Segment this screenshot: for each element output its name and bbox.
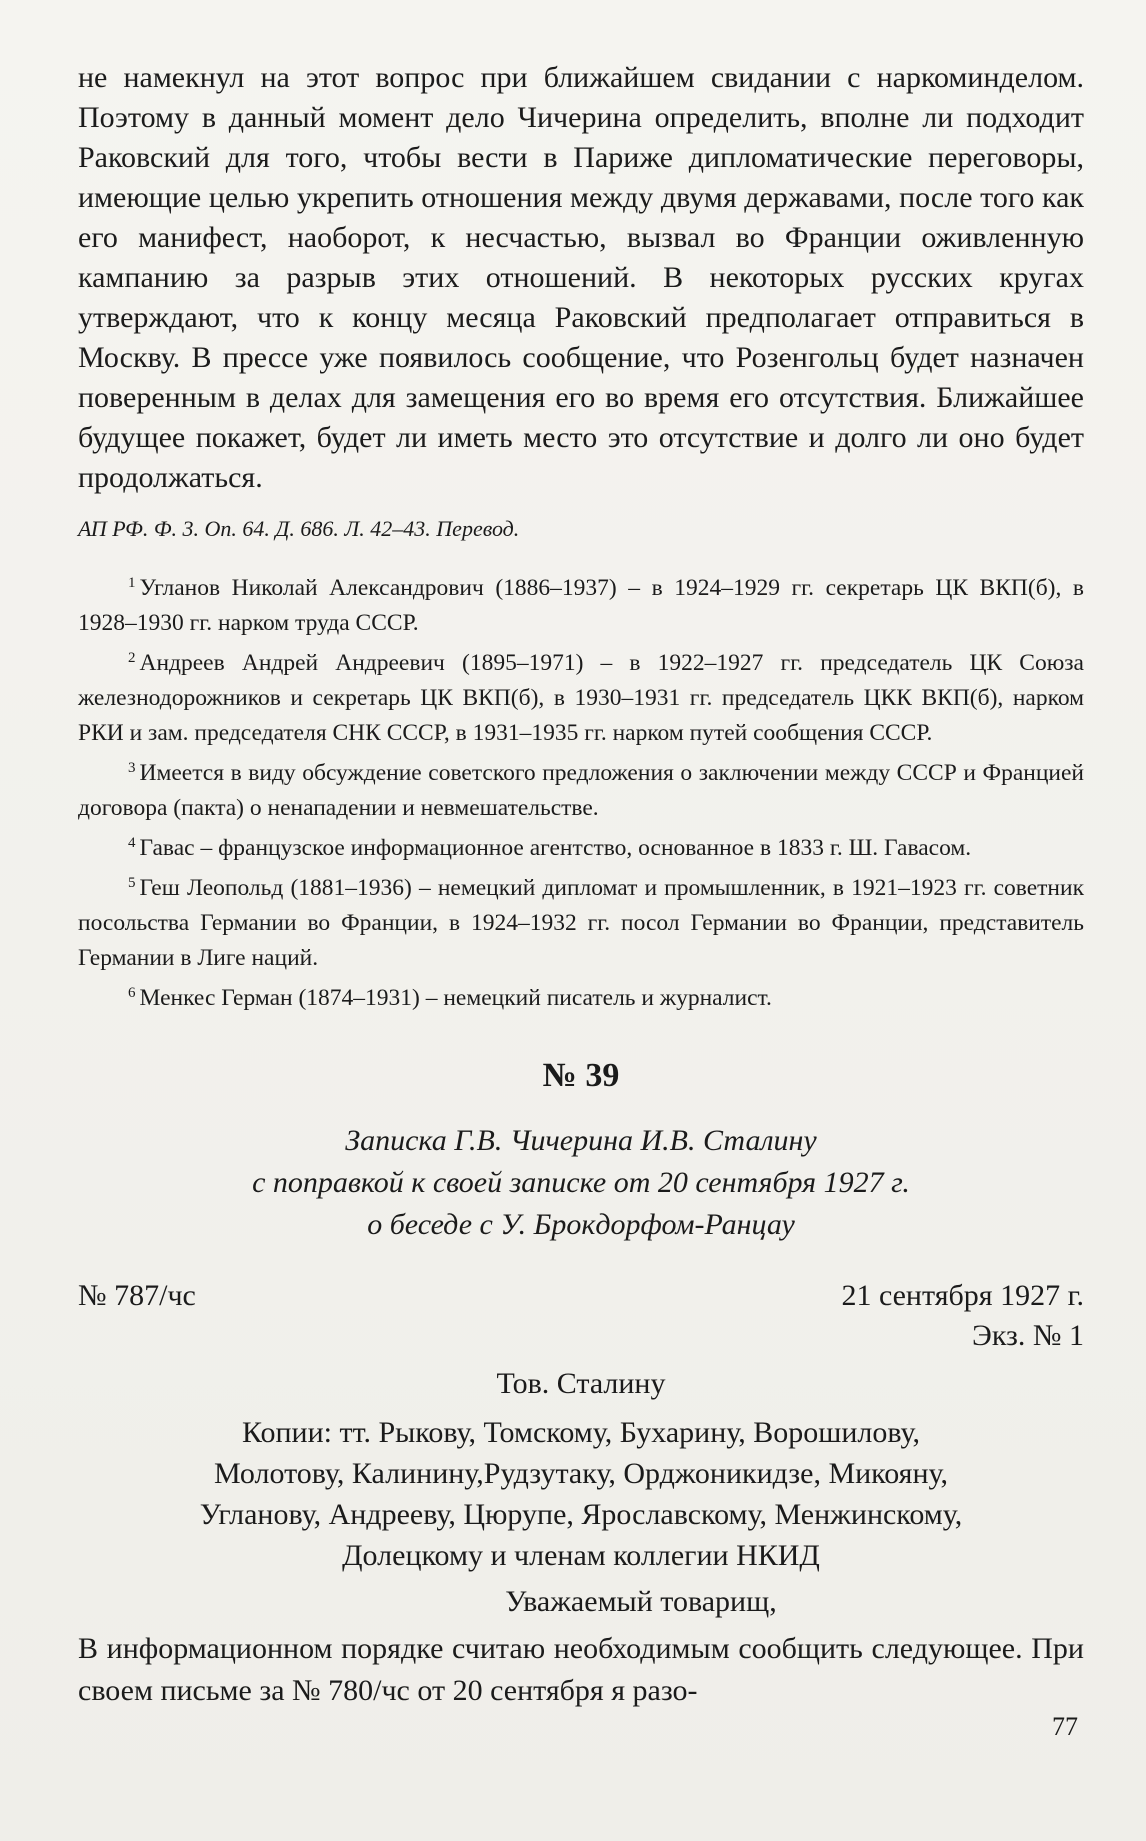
footnotes [78,566,1084,1016]
salutation: Уважаемый товарищ, [505,1585,777,1618]
copies-list [78,1412,1084,1576]
copies-line: Молотову, Калинину,Рудзутаку, Орджоникидзе, Микояну, [213,1457,949,1490]
footnote: $^3$ Имеется в виду обсуждение советского предложения о заключении между СССР и Францией договора (пакта) о ненападении и невмешательстве. [78,760,1084,821]
document-date: 21 сентября 1927 г. [841,1279,1084,1312]
footnote: $^2$ Андреев Андрей Андреевич (1895–1971) – в 1922–1927 гг. председатель ЦК Союза железнодорожников и секретарь ЦК ВКП(б), в 1930–1931 гг. председатель ЦКК ВКП(б), нарком РКИ и зам. председателя СНК СССР, в 1931–1935 гг. нарком путей сообщения СССР. [78,650,1084,746]
footnote: $^4$ Гавас – французское информационное агентство, основанное в 1833 г. Ш. Гавасом. [128,835,972,861]
registration-number: № 787/чс [78,1279,196,1312]
registration-row [78,1276,1084,1316]
continued-paragraph: не намекнул на этот вопрос при ближайшем свидании с наркоминделом. Поэтому в данный момент дело Чичерина определить, вполне ли подходит Раковский для того, чтобы вести в Париже дипломатические переговоры, имеющие целью укрепить отношения между двумя державами, после того как его манифест, наоборот, к несчастью, вызвал во Франции оживленную кампанию за разрыв этих отношений. В некоторых русских кругах утверждают, что к концу месяца Раковский предполагает отправиться в Москву. В прессе уже появилось сообщение, что Розенгольц будет назначен поверенным в делах для замещения его во время его отсутствия. Ближайшее будущее покажет, будет ли иметь место это отсутствие и долго ли оно будет продолжаться. [78,61,1084,494]
copies-line: Угланову, Андрееву, Цюрупе, Ярославскому, Менжинскому, [199,1498,963,1531]
title-line: Записка Г.В. Чичерина И.В. Сталину [345,1124,817,1157]
addressee: Тов. Сталину [496,1367,666,1400]
copy-number: Экз. № 1 [972,1319,1084,1352]
copies-line: Копии: тт. Рыкову, Томскому, Бухарину, Ворошилову, [241,1416,921,1449]
title-line: о беседе с У. Брокдорфом-Ранцау [367,1208,795,1241]
footnote: $^6$ Менкес Герман (1874–1931) – немецкий писатель и журналист. [128,985,772,1011]
letter-opening [78,1628,1084,1712]
copies-line: Долецкому и членам коллегии НКИД [342,1539,820,1572]
archive-source: АП РФ. Ф. 3. Оп. 64. Д. 686. Л. 42–43. Перевод. [78,516,520,541]
page-number: 77 [1052,1712,1078,1741]
document-number: № 39 [542,1057,620,1094]
footnote: $^1$ Угланов Николай Александрович (1886–1937) – в 1924–1929 гг. секретарь ЦК ВКП(б), в 1928–1930 гг. нарком труда СССР. [78,575,1084,636]
document-title [78,1120,1084,1246]
footnote: $^5$ Геш Леопольд (1881–1936) – немецкий дипломат и промышленник, в 1921–1923 гг. советник посольства Германии во Франции, в 1924–1932 гг. посол Германии во Франции, представитель Германии в Лиге наций. [78,875,1084,971]
main-text [78,58,1084,498]
opening-paragraph: В информационном порядке считаю необходимым сообщить следующее. При своем письме за № 780/чс от 20 сентября я разо- [78,1632,1084,1707]
title-line: с поправкой к своей записке от 20 сентября 1927 г. [252,1166,910,1199]
